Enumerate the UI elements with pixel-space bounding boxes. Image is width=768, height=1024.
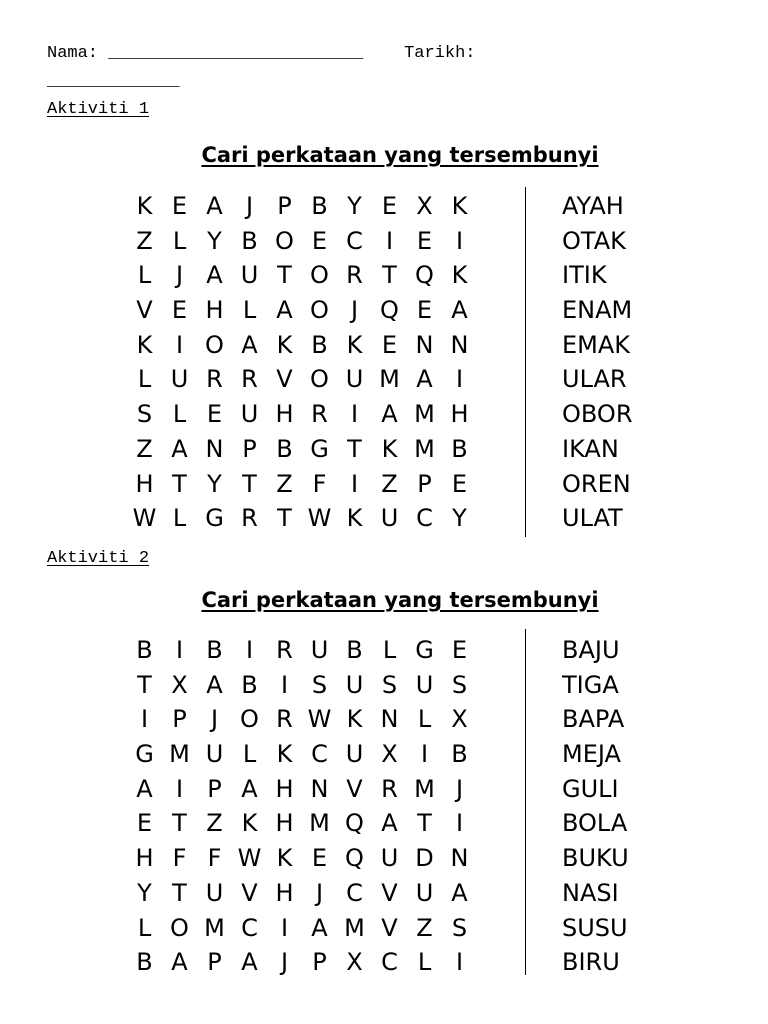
grid-row: [127, 772, 477, 807]
grid-letter[interactable]: J: [280, 948, 289, 977]
grid-letter[interactable]: R: [206, 365, 223, 394]
grid-row: [127, 668, 477, 703]
grid-letter[interactable]: U: [240, 400, 259, 429]
grid-letter[interactable]: G: [205, 504, 224, 533]
grid-letter[interactable]: V: [136, 296, 153, 325]
target-word: EMAK: [562, 330, 631, 359]
grid-letter[interactable]: R: [381, 774, 398, 803]
target-word: TIGA: [562, 670, 619, 699]
grid-letter[interactable]: A: [276, 296, 293, 325]
grid-letter[interactable]: Q: [415, 261, 434, 290]
grid-letter[interactable]: Y: [207, 469, 222, 498]
activity-1-title: Cari perkataan yang tersembunyi: [201, 143, 599, 167]
grid-row: [127, 911, 477, 946]
grid-letter[interactable]: F: [207, 844, 222, 873]
grid-letter[interactable]: H: [275, 400, 294, 429]
grid-letter[interactable]: C: [311, 740, 328, 769]
grid-letter[interactable]: L: [417, 948, 432, 977]
grid-letter[interactable]: O: [310, 365, 329, 394]
grid-letter[interactable]: R: [311, 400, 328, 429]
word-list: [562, 189, 633, 536]
grid-letter[interactable]: J: [350, 296, 359, 325]
grid-divider: [525, 629, 526, 975]
grid-letter[interactable]: T: [382, 261, 397, 290]
grid-letter[interactable]: E: [171, 192, 188, 220]
grid-letter[interactable]: W: [307, 504, 332, 533]
grid-letter[interactable]: I: [385, 226, 394, 255]
name-blank[interactable]: _________________________: [108, 44, 364, 63]
grid-letter[interactable]: O: [205, 330, 224, 359]
grid-letter[interactable]: E: [136, 809, 153, 838]
grid-letter[interactable]: V: [381, 878, 398, 907]
grid-letter[interactable]: U: [345, 365, 364, 394]
grid-letter[interactable]: P: [207, 774, 222, 803]
grid-letter[interactable]: S: [451, 913, 468, 942]
grid-letter[interactable]: G: [415, 636, 434, 664]
grid-letter[interactable]: N: [380, 705, 399, 734]
grid-letter[interactable]: B: [451, 434, 468, 463]
grid-letter[interactable]: I: [280, 670, 289, 699]
grid-letter[interactable]: A: [206, 261, 223, 290]
grid-letter[interactable]: P: [242, 434, 257, 463]
grid-letter[interactable]: B: [136, 636, 153, 664]
target-word: ENAM: [562, 296, 633, 325]
grid-letter[interactable]: E: [451, 636, 468, 664]
grid-row: [127, 501, 477, 536]
grid-row: [127, 293, 477, 328]
grid-letter[interactable]: H: [450, 400, 469, 429]
grid-letter[interactable]: B: [241, 226, 258, 255]
grid-letter[interactable]: R: [276, 636, 293, 664]
grid-letter[interactable]: N: [450, 330, 469, 359]
grid-letter[interactable]: O: [170, 913, 189, 942]
activity-1-label: Aktiviti 1: [47, 100, 150, 119]
grid-letter[interactable]: U: [415, 878, 434, 907]
grid-letter[interactable]: N: [450, 844, 469, 873]
date-label: Tarikh:: [404, 44, 476, 63]
grid-letter[interactable]: L: [417, 705, 432, 734]
grid-row: [127, 362, 477, 397]
grid-letter[interactable]: I: [175, 636, 184, 664]
grid-letter[interactable]: J: [455, 774, 464, 803]
grid-letter[interactable]: B: [346, 636, 363, 664]
grid-letter[interactable]: R: [346, 261, 363, 290]
grid-letter[interactable]: S: [136, 400, 153, 429]
grid-letter[interactable]: P: [172, 705, 187, 734]
grid-letter[interactable]: U: [170, 365, 189, 394]
grid-letter[interactable]: A: [381, 809, 398, 838]
grid-letter[interactable]: E: [206, 400, 223, 429]
grid-letter[interactable]: A: [136, 774, 153, 803]
grid-letter[interactable]: P: [312, 948, 327, 977]
grid-letter[interactable]: Q: [345, 809, 364, 838]
grid-letter[interactable]: G: [310, 434, 329, 463]
grid-letter[interactable]: T: [277, 504, 292, 533]
grid-letter[interactable]: E: [416, 226, 433, 255]
grid-letter[interactable]: I: [175, 774, 184, 803]
grid-row: [127, 737, 477, 772]
grid-letter[interactable]: A: [311, 913, 328, 942]
grid-letter[interactable]: A: [381, 400, 398, 429]
target-word: ITIK: [562, 261, 607, 290]
word-list: [562, 633, 629, 980]
grid-letter[interactable]: L: [382, 636, 397, 664]
grid-letter[interactable]: L: [242, 296, 257, 325]
grid-letter[interactable]: Z: [416, 913, 433, 942]
grid-letter[interactable]: C: [381, 948, 398, 977]
grid-letter[interactable]: N: [415, 330, 434, 359]
grid-letter[interactable]: B: [276, 434, 293, 463]
grid-letter[interactable]: I: [455, 948, 464, 977]
grid-letter[interactable]: A: [241, 330, 258, 359]
grid-letter[interactable]: K: [381, 434, 398, 463]
grid-letter[interactable]: H: [135, 844, 154, 873]
grid-letter[interactable]: A: [206, 192, 223, 220]
target-word: NASI: [562, 878, 619, 907]
target-word: BIRU: [562, 948, 620, 977]
grid-letter[interactable]: K: [346, 330, 363, 359]
grid-letter[interactable]: K: [276, 330, 293, 359]
grid-letter[interactable]: Y: [207, 226, 222, 255]
grid-letter[interactable]: B: [311, 192, 328, 220]
grid-letter[interactable]: E: [311, 844, 328, 873]
grid-letter[interactable]: X: [346, 948, 363, 977]
grid-letter[interactable]: U: [205, 740, 224, 769]
grid-letter[interactable]: O: [275, 226, 294, 255]
target-word: ULAT: [562, 504, 623, 533]
grid-letter[interactable]: M: [204, 913, 225, 942]
target-word: IKAN: [562, 434, 619, 463]
grid-letter[interactable]: M: [414, 434, 435, 463]
grid-letter[interactable]: X: [416, 192, 433, 220]
target-word: OREN: [562, 469, 631, 498]
grid-letter[interactable]: K: [276, 844, 293, 873]
grid-row: [127, 633, 477, 668]
grid-letter[interactable]: K: [136, 192, 153, 220]
grid-row: [127, 397, 477, 432]
grid-letter[interactable]: Z: [206, 809, 223, 838]
grid-letter[interactable]: H: [135, 469, 154, 498]
grid-letter[interactable]: P: [277, 192, 292, 220]
grid-letter[interactable]: U: [380, 844, 399, 873]
grid-letter[interactable]: B: [136, 948, 153, 977]
grid-letter[interactable]: I: [455, 365, 464, 394]
grid-letter[interactable]: J: [175, 261, 184, 290]
grid-letter[interactable]: I: [175, 330, 184, 359]
letter-grid: [127, 189, 477, 536]
grid-letter[interactable]: O: [240, 705, 259, 734]
grid-letter[interactable]: T: [347, 434, 362, 463]
target-word: GULI: [562, 774, 619, 803]
grid-letter[interactable]: L: [137, 913, 152, 942]
grid-row: [127, 876, 477, 911]
grid-letter[interactable]: Q: [345, 844, 364, 873]
grid-letter[interactable]: A: [451, 878, 468, 907]
grid-letter[interactable]: E: [416, 296, 433, 325]
grid-letter[interactable]: I: [280, 913, 289, 942]
grid-row: [127, 806, 477, 841]
grid-letter[interactable]: S: [311, 670, 328, 699]
grid-letter[interactable]: A: [416, 365, 433, 394]
grid-divider: [525, 187, 526, 537]
grid-letter[interactable]: B: [241, 670, 258, 699]
grid-letter[interactable]: C: [346, 878, 363, 907]
target-word: BAJU: [562, 636, 620, 664]
grid-letter[interactable]: I: [350, 469, 359, 498]
grid-letter[interactable]: K: [241, 809, 258, 838]
grid-row: [127, 702, 477, 737]
grid-letter[interactable]: M: [344, 913, 365, 942]
letter-grid: [127, 633, 477, 980]
grid-letter[interactable]: B: [311, 330, 328, 359]
grid-letter[interactable]: T: [172, 878, 187, 907]
activity-2-label: Aktiviti 2: [47, 549, 150, 568]
grid-row: [127, 432, 477, 467]
grid-letter[interactable]: N: [205, 434, 224, 463]
grid-letter[interactable]: E: [381, 192, 398, 220]
name-label: Nama:: [47, 44, 99, 63]
grid-letter[interactable]: U: [345, 670, 364, 699]
grid-letter[interactable]: M: [169, 740, 190, 769]
grid-letter[interactable]: L: [172, 504, 187, 533]
grid-letter[interactable]: S: [381, 670, 398, 699]
grid-letter[interactable]: A: [171, 434, 188, 463]
target-word: OBOR: [562, 400, 633, 429]
grid-letter[interactable]: A: [241, 774, 258, 803]
grid-row: [127, 467, 477, 502]
grid-letter[interactable]: M: [379, 365, 400, 394]
target-word: OTAK: [562, 226, 626, 255]
grid-letter[interactable]: L: [172, 226, 187, 255]
grid-letter[interactable]: A: [206, 670, 223, 699]
grid-letter[interactable]: L: [137, 365, 152, 394]
grid-letter[interactable]: X: [171, 670, 188, 699]
target-word: BUKU: [562, 844, 629, 873]
grid-row: [127, 258, 477, 293]
target-word: ULAR: [562, 365, 627, 394]
grid-letter[interactable]: A: [171, 948, 188, 977]
grid-letter[interactable]: C: [416, 504, 433, 533]
grid-letter[interactable]: E: [381, 330, 398, 359]
grid-letter[interactable]: S: [451, 670, 468, 699]
grid-letter[interactable]: P: [207, 948, 222, 977]
grid-letter[interactable]: R: [276, 705, 293, 734]
grid-letter[interactable]: J: [245, 192, 254, 220]
grid-letter[interactable]: B: [451, 740, 468, 769]
grid-letter[interactable]: X: [381, 740, 398, 769]
grid-letter[interactable]: A: [451, 296, 468, 325]
grid-letter[interactable]: H: [275, 809, 294, 838]
grid-letter[interactable]: T: [172, 809, 187, 838]
grid-row: [127, 328, 477, 363]
grid-letter[interactable]: T: [172, 469, 187, 498]
grid-letter[interactable]: Z: [381, 469, 398, 498]
target-word: BAPA: [562, 705, 625, 734]
grid-letter[interactable]: F: [172, 844, 187, 873]
grid-letter[interactable]: C: [346, 226, 363, 255]
grid-letter[interactable]: V: [276, 365, 293, 394]
grid-letter[interactable]: O: [310, 261, 329, 290]
grid-letter[interactable]: V: [381, 913, 398, 942]
grid-letter[interactable]: Q: [380, 296, 399, 325]
grid-letter[interactable]: R: [241, 365, 258, 394]
target-word: MEJA: [562, 740, 621, 769]
grid-letter[interactable]: R: [241, 504, 258, 533]
grid-letter[interactable]: H: [205, 296, 224, 325]
grid-letter[interactable]: M: [309, 809, 330, 838]
grid-letter[interactable]: V: [346, 774, 363, 803]
grid-letter[interactable]: Z: [136, 226, 153, 255]
grid-letter[interactable]: T: [417, 809, 432, 838]
grid-letter[interactable]: K: [451, 261, 468, 290]
grid-letter[interactable]: U: [205, 878, 224, 907]
grid-letter[interactable]: Y: [452, 504, 467, 533]
grid-letter[interactable]: U: [380, 504, 399, 533]
grid-letter[interactable]: H: [275, 774, 294, 803]
grid-letter[interactable]: K: [136, 330, 153, 359]
grid-letter[interactable]: I: [455, 809, 464, 838]
grid-letter[interactable]: A: [241, 948, 258, 977]
grid-letter[interactable]: K: [346, 504, 363, 533]
grid-letter[interactable]: W: [132, 504, 157, 533]
grid-letter[interactable]: U: [240, 261, 259, 290]
grid-letter[interactable]: I: [420, 740, 429, 769]
grid-letter[interactable]: Y: [137, 878, 152, 907]
grid-letter[interactable]: D: [415, 844, 434, 873]
date-blank[interactable]: _____________: [47, 72, 180, 91]
grid-letter[interactable]: I: [140, 705, 149, 734]
grid-letter[interactable]: Z: [276, 469, 293, 498]
grid-letter[interactable]: E: [171, 296, 188, 325]
grid-letter[interactable]: J: [315, 878, 324, 907]
grid-letter[interactable]: I: [455, 226, 464, 255]
grid-letter[interactable]: P: [417, 469, 432, 498]
grid-letter[interactable]: L: [242, 740, 257, 769]
grid-letter[interactable]: W: [237, 844, 262, 873]
grid-letter[interactable]: Y: [347, 192, 362, 220]
target-word: SUSU: [562, 913, 628, 942]
grid-row: [127, 841, 477, 876]
grid-letter[interactable]: Z: [136, 434, 153, 463]
grid-letter[interactable]: I: [350, 400, 359, 429]
grid-letter[interactable]: X: [451, 705, 468, 734]
grid-letter[interactable]: E: [451, 469, 468, 498]
grid-letter[interactable]: G: [135, 740, 154, 769]
grid-letter[interactable]: W: [307, 705, 332, 734]
target-word: BOLA: [562, 809, 628, 838]
grid-letter[interactable]: H: [275, 878, 294, 907]
grid-letter[interactable]: O: [310, 296, 329, 325]
header-first-line: [47, 44, 476, 63]
grid-letter[interactable]: K: [451, 192, 468, 220]
grid-letter[interactable]: T: [137, 670, 152, 699]
grid-letter[interactable]: B: [206, 636, 223, 664]
grid-letter[interactable]: F: [312, 469, 327, 498]
grid-letter[interactable]: U: [415, 670, 434, 699]
grid-row: [127, 224, 477, 259]
grid-letter[interactable]: L: [137, 261, 152, 290]
grid-letter[interactable]: U: [310, 636, 329, 664]
grid-letter[interactable]: U: [345, 740, 364, 769]
activity-2-title: Cari perkataan yang tersembunyi: [201, 588, 599, 612]
grid-letter[interactable]: I: [245, 636, 254, 664]
grid-letter[interactable]: L: [172, 400, 187, 429]
grid-letter[interactable]: T: [277, 261, 292, 290]
grid-row: [127, 189, 477, 224]
grid-letter[interactable]: K: [276, 740, 293, 769]
grid-letter[interactable]: C: [241, 913, 258, 942]
grid-letter[interactable]: E: [311, 226, 328, 255]
grid-letter[interactable]: J: [210, 705, 219, 734]
grid-letter[interactable]: N: [310, 774, 329, 803]
grid-row: [127, 945, 477, 980]
grid-letter[interactable]: K: [346, 705, 363, 734]
target-word: AYAH: [562, 192, 624, 220]
grid-letter[interactable]: M: [414, 774, 435, 803]
grid-letter[interactable]: V: [241, 878, 258, 907]
grid-letter[interactable]: M: [414, 400, 435, 429]
grid-letter[interactable]: T: [242, 469, 257, 498]
